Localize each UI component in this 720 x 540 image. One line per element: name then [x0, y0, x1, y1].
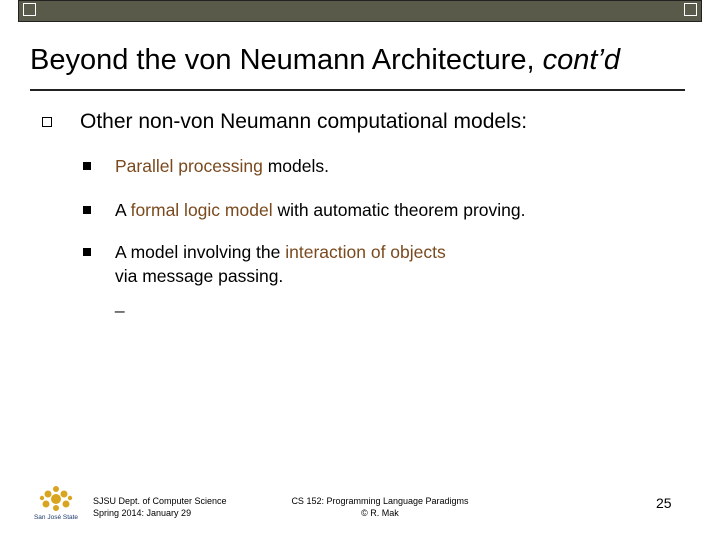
- sjsu-logo-icon: [32, 485, 80, 530]
- slide-title: [30, 44, 620, 77]
- item-1-highlight: Parallel processing: [115, 156, 263, 176]
- item-3-rest: via message passing.: [115, 266, 284, 286]
- item-3-highlight: interaction of objects: [285, 242, 446, 262]
- item-1-rest: models.: [262, 156, 329, 176]
- footer-course: [270, 495, 490, 519]
- level1-text: Other non-von Neumann computational models:: [80, 110, 528, 133]
- footer-course-line1: CS 152: Programming Language Paradigms: [291, 496, 469, 506]
- topbar-square-right: [684, 3, 697, 16]
- footer-course-line2: © R. Mak: [361, 508, 399, 518]
- footer-dept-line2: Spring 2014: January 29: [93, 508, 192, 518]
- title-main: Beyond the von Neumann Architecture,: [30, 44, 543, 76]
- item-2-pre: A: [115, 200, 131, 220]
- top-bar: [18, 0, 702, 22]
- list-item-3: [115, 240, 446, 288]
- footer-dept: [93, 495, 227, 519]
- square-bullet-icon: [83, 162, 91, 170]
- title-rule: [30, 89, 685, 91]
- title-italic: cont’d: [542, 44, 621, 76]
- square-bullet-icon: [83, 248, 91, 256]
- dash-mark: _: [115, 294, 125, 313]
- list-item-1: [115, 154, 329, 178]
- page-number: 25: [656, 495, 672, 511]
- footer-dept-line1: SJSU Dept. of Computer Science: [93, 496, 227, 506]
- hollow-square-bullet-icon: [42, 117, 52, 127]
- item-2-highlight: formal logic model: [130, 200, 273, 220]
- item-3-pre: A model involving the: [115, 242, 286, 262]
- list-item-2: [115, 198, 525, 222]
- item-2-rest: with automatic theorem proving.: [272, 200, 526, 220]
- topbar-square-left: [23, 3, 36, 16]
- square-bullet-icon: [83, 206, 91, 214]
- logo-text: San José State: [33, 514, 79, 521]
